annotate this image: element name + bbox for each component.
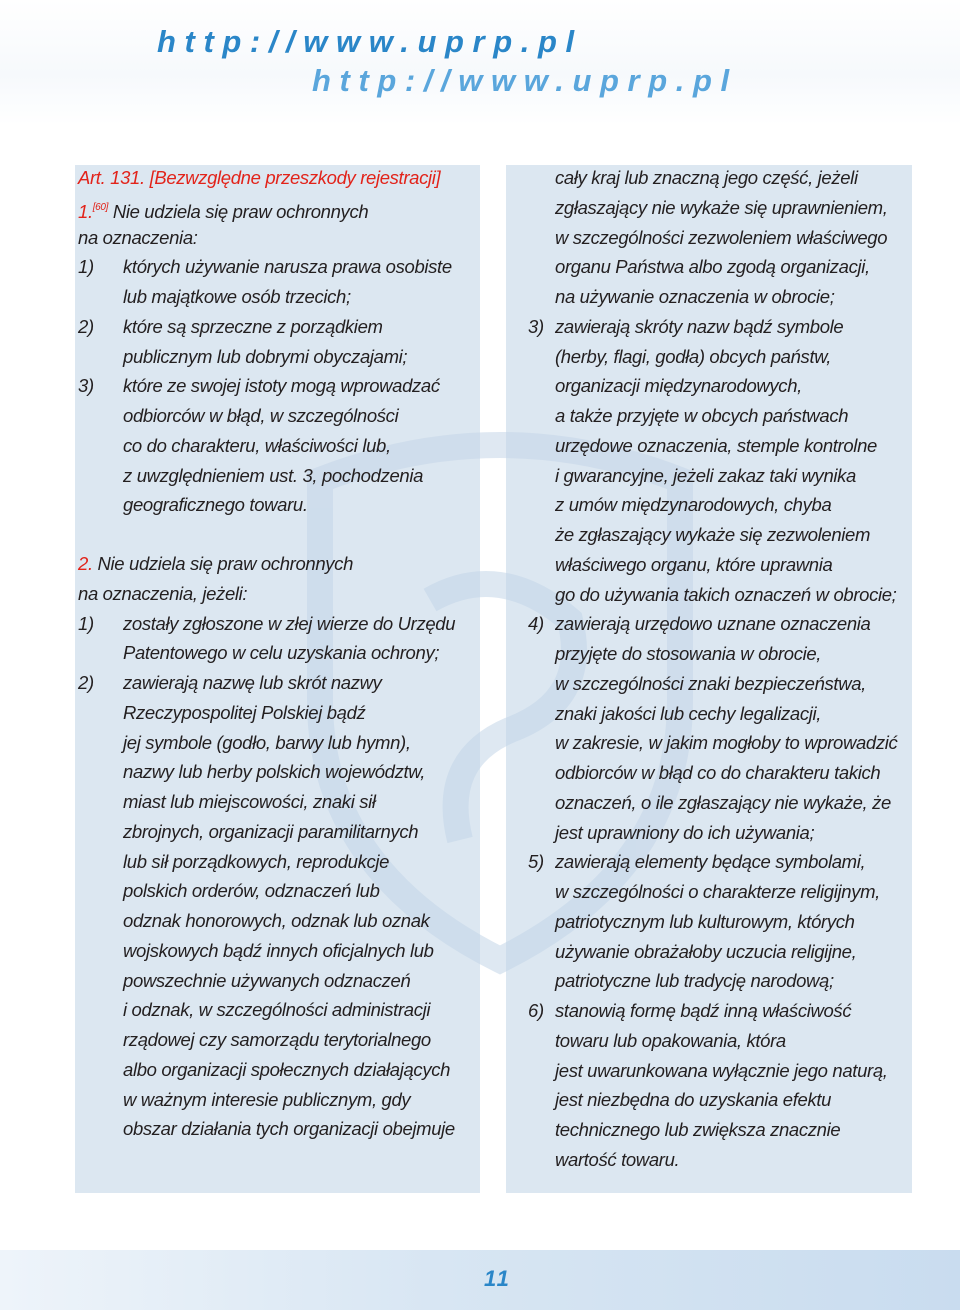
list-item-line xyxy=(528,937,897,967)
paragraph-2-line-2: na oznaczenia, jeżeli: xyxy=(78,582,248,604)
list-item-text: albo organizacji społecznych działających xyxy=(123,1058,451,1080)
list-item-line xyxy=(78,1085,455,1115)
list-item-line xyxy=(528,490,897,520)
header-url-primary[interactable]: http://www.uprp.pl xyxy=(157,24,583,59)
list-item-text: odbiorców w błąd co do charakteru takich xyxy=(555,762,881,783)
list-item-text: że zgłaszający wykaże się zezwoleniem xyxy=(555,524,871,545)
paragraph-2-number: 2. xyxy=(78,553,93,574)
list-item-line xyxy=(78,1025,455,1055)
left-text-block-2 xyxy=(78,549,455,1144)
list-item-text: odznak honorowych, odznak lub oznak xyxy=(123,910,430,931)
paragraph-2-text: Nie udziela się praw ochronnych xyxy=(97,553,354,574)
list-item-line xyxy=(528,728,897,758)
list-item-line xyxy=(528,609,897,639)
list-item-text: technicznego lub zwiększa znacznie xyxy=(555,1119,841,1140)
list-item-text: patriotyczne lub tradycję narodową; xyxy=(555,970,834,992)
list-item-line xyxy=(528,580,897,610)
list-item-text: towaru lub opakowania, która xyxy=(555,1029,786,1051)
list-item-line xyxy=(78,252,452,282)
list-item-line xyxy=(528,342,897,372)
list-item-line xyxy=(528,907,897,937)
paragraph-2-items-right xyxy=(528,312,897,1175)
list-item-text: przyjęte do stosowania w obrocie, xyxy=(555,643,822,664)
list-item-line xyxy=(528,996,897,1026)
list-item-text: jest niezbędna do uzyskania efektu xyxy=(555,1089,832,1111)
list-item-text: oznaczeń, o ile zgłaszający nie wykaże, że xyxy=(555,791,891,813)
list-item-text: lub majątkowe osób trzecich; xyxy=(123,286,351,307)
list-item-text: których używanie narusza prawa osobiste xyxy=(123,256,452,278)
list-item-number: 4) xyxy=(528,613,544,635)
list-item-text: lub sił porządkowych, reprodukcje xyxy=(123,850,390,872)
list-item-text: geograficznego towaru. xyxy=(123,494,308,516)
list-item-line xyxy=(78,312,452,342)
list-item-text: wartość towaru. xyxy=(555,1148,680,1170)
paragraph-1-line-1 xyxy=(78,193,452,223)
list-item-line xyxy=(78,876,455,906)
list-item-line xyxy=(528,639,897,669)
list-item-text: jest uprawniony do ich używania; xyxy=(555,821,815,843)
list-item-text: w szczególności o charakterze religijnym, xyxy=(555,881,880,902)
list-item-text: zawierają elementy będące symbolami, xyxy=(555,851,866,873)
list-item-line xyxy=(78,401,452,431)
list-item-text: w ważnym interesie publicznym, gdy xyxy=(123,1088,411,1110)
list-item-line xyxy=(528,966,897,996)
list-item-text: i gwarancyjne, jeżeli zakaz taki wynika xyxy=(555,464,856,486)
list-item-text: organizacji międzynarodowych, xyxy=(555,375,802,397)
list-item-text: jest uwarunkowana wyłącznie jego naturą, xyxy=(555,1059,888,1081)
list-item-text: zawierają nazwę lub skrót nazwy xyxy=(123,672,382,693)
list-item-text: miast lub miejscowości, znaki sił xyxy=(123,791,376,812)
list-item-number: 3) xyxy=(78,375,94,397)
list-item-text: zawierają skróty nazw bądź symbole xyxy=(555,315,844,337)
list-item-text: Rzeczypospolitej Polskiej bądź xyxy=(123,701,366,723)
list-item-line xyxy=(78,282,452,312)
list-item-text: patriotycznym lub kulturowym, których xyxy=(555,910,855,932)
continuation-line: organu Państwa albo zgodą organizacji, xyxy=(555,256,870,278)
list-item-line xyxy=(528,550,897,580)
list-item-text: co do charakteru, właściwości lub, xyxy=(123,434,391,456)
list-item-line xyxy=(528,401,897,431)
list-item-line xyxy=(528,1056,897,1086)
list-item-line xyxy=(528,1085,897,1115)
list-item-line xyxy=(528,699,897,729)
list-item-line xyxy=(78,728,455,758)
list-item-text: polskich orderów, odznaczeń lub xyxy=(123,880,380,902)
right-text-block xyxy=(528,163,897,1175)
list-item-number: 3) xyxy=(528,315,544,337)
list-item-line xyxy=(78,906,455,936)
list-item-text: z umów międzynarodowych, chyba xyxy=(555,494,832,516)
list-item-text: go do używania takich oznaczeń w obrocie; xyxy=(555,583,897,605)
list-item-text: publicznym lub dobrymi obyczajami; xyxy=(123,345,408,367)
continuation-line: cały kraj lub znaczną jego część, jeżeli xyxy=(555,167,858,188)
list-item-line xyxy=(78,847,455,877)
list-item-text: wojskowych bądź innych oficjalnych lub xyxy=(123,939,434,961)
list-item-line xyxy=(528,1115,897,1145)
continuation-line: w szczególności zezwoleniem właściwego xyxy=(555,226,888,248)
list-item-text: obszar działania tych organizacji obejmuje xyxy=(123,1118,455,1140)
list-item-line xyxy=(528,1026,897,1056)
list-item-text: które są sprzeczne z porządkiem xyxy=(123,315,383,337)
header-url-secondary[interactable]: http://www.uprp.pl xyxy=(312,63,738,98)
list-item-line xyxy=(78,995,455,1025)
list-item-line xyxy=(78,342,452,372)
list-item-text: właściwego organu, które uprawnia xyxy=(555,553,833,575)
paragraph-2-items-left xyxy=(78,609,455,1145)
list-item-number: 2) xyxy=(78,315,94,337)
list-item-line xyxy=(528,431,897,461)
paragraph-1-items xyxy=(78,252,452,520)
list-item-line xyxy=(78,638,455,668)
list-item-text: Patentowego w celu uzyskania ochrony; xyxy=(123,642,440,664)
list-item-line xyxy=(528,758,897,788)
list-item-number: 6) xyxy=(528,1000,544,1021)
paragraph-2-line-1 xyxy=(78,549,455,579)
paragraph-1-text: Nie udziela się praw ochronnych xyxy=(112,200,369,222)
list-item-text: które ze swojej istoty mogą wprowadzać xyxy=(123,375,440,397)
list-item-text: (herby, flagi, godła) obcych państw, xyxy=(555,345,832,367)
list-item-line xyxy=(78,787,455,817)
list-item-text: powszechnie używanych odznaczeń xyxy=(123,969,411,991)
list-item-line xyxy=(528,520,897,550)
paragraph-1-number: 1. xyxy=(78,200,93,222)
list-item-line xyxy=(78,1114,455,1144)
list-item-line xyxy=(528,371,897,401)
footer-band xyxy=(0,1250,960,1310)
list-item-line xyxy=(528,461,897,491)
list-item-text: z uwzględnieniem ust. 3, pochodzenia xyxy=(123,464,424,486)
list-item-text: a także przyjęte w obcych państwach xyxy=(555,405,849,426)
article-title: Art. 131. [Bezwzględne przeszkody rejestracji] xyxy=(78,167,441,188)
list-item-line xyxy=(528,669,897,699)
list-item-line xyxy=(78,757,455,787)
list-item-text: w zakresie, w jakim mogłoby to wprowadzić xyxy=(555,732,898,754)
left-text-block-1 xyxy=(78,163,452,520)
list-item-text: zbrojnych, organizacji paramilitarnych xyxy=(123,820,419,842)
list-item-line xyxy=(78,490,452,520)
list-item-text: zostały zgłoszone w złej wierze do Urzędu xyxy=(123,612,456,634)
list-item-line xyxy=(528,847,897,877)
list-item-text: używanie obrażałoby uczucia religijne, xyxy=(555,940,857,962)
list-item-text: zawierają urzędowo uznane oznaczenia xyxy=(555,613,871,635)
right-continuation xyxy=(528,163,897,312)
list-item-number: 1) xyxy=(78,612,94,634)
paragraph-1-line-2: na oznaczenia: xyxy=(78,226,198,248)
list-item-text: jej symbole (godło, barwy lub hymn), xyxy=(123,731,411,753)
list-item-number: 1) xyxy=(78,256,94,278)
list-item-line xyxy=(78,817,455,847)
paragraph-1-ref: [60] xyxy=(92,201,109,213)
list-item-text: nazwy lub herby polskich województw, xyxy=(123,761,426,783)
list-item-line xyxy=(78,668,455,698)
page-number: 11 xyxy=(484,1266,511,1291)
list-item-line xyxy=(78,936,455,966)
list-item-text: odbiorców w błąd, w szczególności xyxy=(123,405,399,426)
continuation-line: na używanie oznaczenia w obrocie; xyxy=(555,286,835,307)
list-item-line xyxy=(528,788,897,818)
list-item-line xyxy=(78,431,452,461)
list-item-line xyxy=(78,698,455,728)
list-item-text: i odznak, w szczególności administracji xyxy=(123,999,431,1021)
list-item-line xyxy=(78,609,455,639)
list-item-text: znaki jakości lub cechy legalizacji, xyxy=(555,702,822,724)
list-item-line xyxy=(78,966,455,996)
list-item-number: 5) xyxy=(528,851,544,873)
list-item-text: urzędowe oznaczenia, stemple kontrolne xyxy=(555,434,877,456)
list-item-number: 2) xyxy=(78,672,94,693)
continuation-line: zgłaszający nie wykaże się uprawnieniem, xyxy=(555,196,888,218)
list-item-line xyxy=(78,461,452,491)
list-item-line xyxy=(528,877,897,907)
list-item-line xyxy=(528,1145,897,1175)
list-item-line xyxy=(78,1055,455,1085)
list-item-text: stanowią formę bądź inną właściwość xyxy=(555,1000,852,1021)
list-item-line xyxy=(528,312,897,342)
list-item-line xyxy=(78,371,452,401)
list-item-line xyxy=(528,818,897,848)
list-item-text: w szczególności znaki bezpieczeństwa, xyxy=(555,672,866,694)
list-item-text: rządowej czy samorządu terytorialnego xyxy=(123,1029,431,1050)
